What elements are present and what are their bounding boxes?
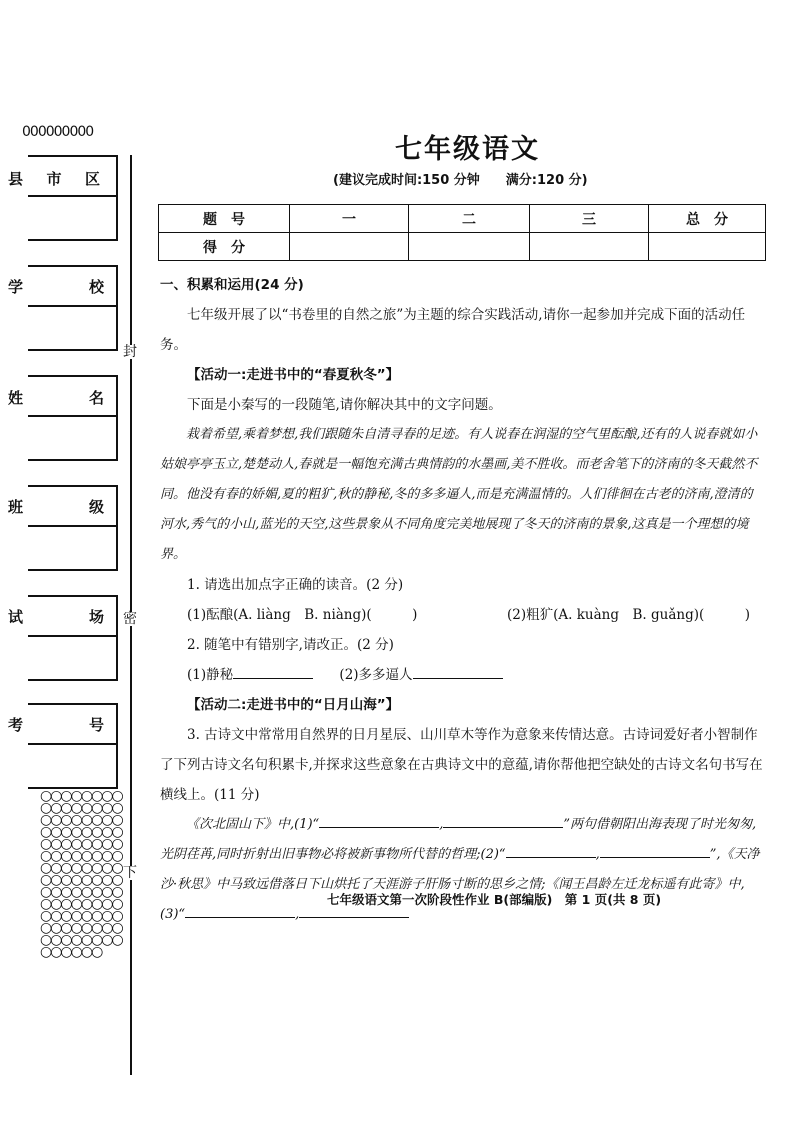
margin-mark-secret: 密 [123,611,137,627]
question-1b[interactable]: (2)粗犷(A. kuàng B. guǎng)( ) [507,607,751,623]
question-1: 1. 请选出加点字正确的读音。(2 分) [187,577,404,593]
page-footer: 七年级语文第一次阶段性作业 B(部编版) 第 1 页(共 8 页) [327,892,662,907]
score-cell[interactable] [649,233,766,261]
q3-part: ”,《天净沙·秋思》中马致远借落日下山烘托了天涯游子肝肠寸断的思乡之情;《闻王昌龄左迁龙标遥有此寄》中,(3)“ [160,847,760,922]
binding-dots-bottom: ○○○○○○○○○○○○○○○○○○○○○○○○○○○○○○○○○○○○○○○○○○○○○○○○○○○○○○○○○○○○○○○○○○○○○○○○○○○○○○○○○○○○○○○○○○○○○○○○○○○○○○○○○○○○○○ [40,788,122,960]
answer-blank[interactable] [185,903,295,918]
page-title: 七年级语文 [395,134,540,165]
score-header-cell: 题 号 [159,205,290,233]
page-subtitle: (建议完成时间:150 分钟 满分:120 分) [333,173,588,188]
score-header-cell: 总 分 [649,205,766,233]
answer-blank[interactable] [413,664,503,679]
q3-part: 《次北固山下》中,(1)“ [186,817,320,832]
score-cell[interactable] [409,233,530,261]
margin-mark-down: 下 [123,865,137,881]
score-cell[interactable] [290,233,409,261]
question-2: 2. 随笔中有错别字,请改正。(2 分) [187,637,394,653]
essay-text: 栽着希望,乘着梦想,我们跟随朱自清寻春的足迹。有人说春在润湿的空气里酝酿,还有的人说春就如小姑娘亭亭玉立,楚楚动人,春就是一幅饱充满古典情韵的水墨画,美不胜收。而老舍笔下的济南的冬天截然不同。他没有春的娇媚,夏的粗犷,秋的静秘,冬的多多逼人,而是充满温情的。人们徘徊在古老的济南,澄清的河水,秀气的小山,蓝光的天空,这些景象从不同角度完美地展现了冬天的济南的景象,这真是一个理想的境界。 [160,427,758,562]
q3-part: , [595,847,600,862]
margin-mark-seal: 封 [123,344,137,360]
answer-blank[interactable] [443,813,563,828]
section-body [160,270,765,930]
score-row-label: 得 分 [159,233,290,261]
activity1-heading: 【活动一:走进书中的“春夏秋冬”】 [187,367,400,383]
field-label-school: 学 校 [8,278,104,296]
score-table-score-row [159,233,766,261]
answer-blank[interactable] [506,843,596,858]
score-table-header-row [159,205,766,233]
answer-blank[interactable] [319,813,439,828]
question-3-text [160,810,765,930]
q3-part: , [295,907,300,922]
activity2-heading: 【活动二:走进书中的“日月山海”】 [187,697,400,713]
answer-blank[interactable] [600,843,710,858]
section-intro: 七年级开展了以“书卷里的自然之旅”为主题的综合实践活动,请你一起参加并完成下面的活动任务。 [160,307,746,353]
field-label-class: 班 级 [8,498,104,516]
question-3: 3. 古诗文中常常用自然界的日月星辰、山川草木等作为意象来传情达意。古诗词爱好者小智制作了下列古诗文名句积累卡,并探求这些意象在古典诗文中的意蕴,请你帮他把空缺处的古诗文名句书写在横线上。(11 分) [160,727,763,803]
score-table [158,204,766,261]
answer-blank[interactable] [233,664,313,679]
q3-part: , [439,817,444,832]
score-header-cell: 三 [530,205,649,233]
score-header-cell: 一 [290,205,409,233]
field-label-exam-room: 试 场 [8,608,104,626]
field-label-exam-number: 考 号 [8,716,104,734]
score-header-cell: 二 [409,205,530,233]
question-2a: (1)静秘 [187,667,234,683]
section-heading: 一、积累和运用(24 分) [160,277,304,293]
question-2-items [160,660,765,690]
question-1a[interactable]: (1)酝酿(A. liàng B. niàng)( ) [187,607,418,623]
q3-part: ”两句借朝阳出海表现了时光匆匆,光阴荏苒,同时折射出旧事物必将被新事物所代替的哲理;(2)“ [160,817,757,862]
question-1-options [160,600,765,630]
question-2b: (2)多多逼人 [339,667,413,683]
binding-dots-top: 000000000 [22,124,94,140]
activity1-intro: 下面是小秦写的一段随笔,请你解决其中的文字问题。 [187,397,502,413]
score-cell[interactable] [530,233,649,261]
field-label-name: 姓 名 [8,389,104,407]
field-label-county: 县 市 区 [8,170,100,188]
